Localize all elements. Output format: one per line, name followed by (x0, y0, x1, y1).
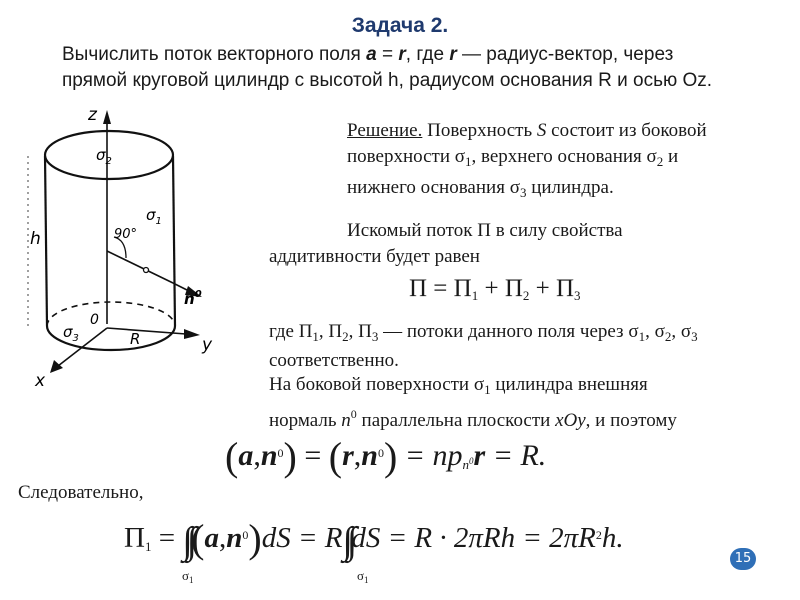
label-angle: 90° (114, 227, 138, 242)
integral-limit-1: $\sigma_1$ (182, 568, 194, 585)
solution-heading: Решение. (347, 120, 423, 141)
label-sigma2: $\sigma_2$ (96, 146, 112, 167)
page-number-badge: 15 (730, 548, 756, 570)
label-sigma1: $\sigma_1$ (146, 206, 162, 227)
flux-integral-equation: $\Pi_1 = \int\int(a,n^0)dS = R\int\int dS = R \cdot 2\pi Rh = 2\pi R^2h$. (124, 516, 624, 562)
solution-block: Решение. Поверхность S состоит из боковой поверхности $\sigma_1$, верхнего основания $\sigma_2$ и нижнего основания $\sigma_3$ цилиндра. (347, 120, 707, 200)
label-R: R (130, 330, 141, 348)
problem-statement: Вычислить поток векторного поля a = r, где r — радиус-вектор, через прямой круговой цилиндр с высотой h, радиусом основания R и осью Oz. (62, 44, 713, 91)
page-title: Задача 2. (351, 14, 449, 37)
additivity-text: Искомый поток Π в силу свойства аддитивности будет равен (269, 220, 623, 267)
label-n0: $n^0$ (184, 289, 202, 308)
top-base (45, 131, 173, 179)
label-y: y (202, 335, 213, 355)
label-origin: 0 (90, 312, 99, 328)
label-z: z (88, 105, 97, 125)
radius-line (107, 251, 173, 283)
normal-projection-equation: $(a,n^0) = (r,n^0) = np_{n^0}r = R$. (225, 434, 547, 479)
label-sigma3: $\sigma_3$ (63, 323, 79, 344)
label-x: x (35, 371, 46, 391)
consequently-label: Следовательно, (18, 482, 144, 503)
integral-limit-2: $\sigma_1$ (357, 568, 369, 585)
flux-explanation: где $\Pi_1$, $\Pi_2$, $\Pi_3$ — потоки данного поля через $\sigma_1$, $\sigma_2$, $\sigma_3$ соответственно. На боковой поверхности $\sigma_1$ цилиндра внешняя нормаль $n^0$ параллельна плоскости xOy, и поэтому (269, 321, 698, 431)
label-h: h (30, 229, 41, 249)
cylinder-figure (18, 98, 263, 393)
left-side (45, 156, 47, 326)
flux-sum-equation: $\Pi = \Pi_1 + \Pi_2 + \Pi_3$ (409, 275, 581, 303)
right-side (173, 156, 175, 326)
